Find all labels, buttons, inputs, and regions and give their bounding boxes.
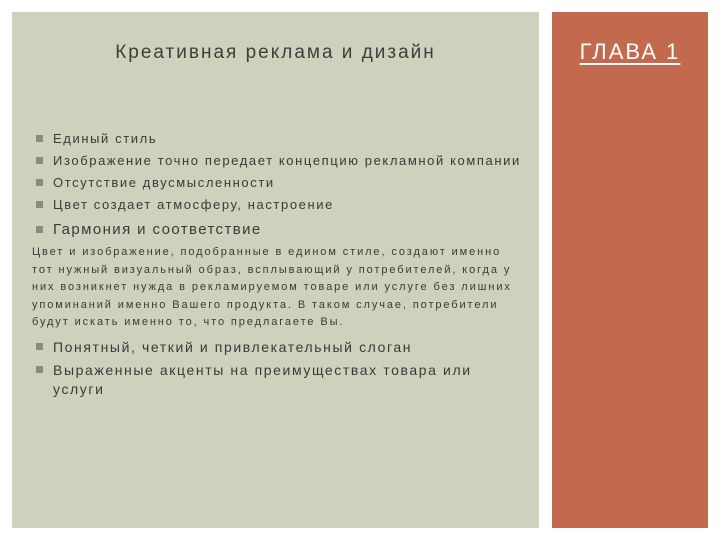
bullet-text: Изображение точно передает концепцию рекламной компании (53, 153, 521, 168)
bullet-text: Цвет создает атмосферу, настроение (53, 197, 334, 212)
bullet-item (36, 361, 526, 399)
bullet-square-icon (36, 343, 43, 350)
chapter-label: ГЛАВА 1 (579, 39, 681, 64)
bullet-square-icon (36, 201, 43, 208)
bullet-text: Понятный, четкий и привлекательный слоган (53, 338, 413, 355)
bullet-square-icon (36, 135, 43, 142)
body-paragraph: Цвет и изображение, подобранные в едином стиле, создают именно тот нужный визуальный образ, всплывающий у потребителей, когда у них возникнет нужда в рекламируемом товаре или услуге без лишних упоминаний именно Вашего продукта. В таком случае, потребители будут искать именно то, что предлагаете Вы. (32, 246, 512, 329)
bullet-item (36, 196, 526, 214)
bullet-square-icon (36, 157, 43, 164)
bullet-text: Выраженные акценты на преимуществах товара или услуги (53, 361, 472, 397)
bullet-item (36, 152, 526, 170)
bullet-square-icon (36, 179, 43, 186)
slide-title: Креативная реклама и дизайн (115, 42, 436, 63)
bullet-item (36, 338, 526, 357)
bullet-text: Отсутствие двусмысленности (53, 175, 275, 190)
bullet-heading-text: Гармония и соответствие (53, 221, 262, 238)
bullet-item (36, 174, 526, 192)
bullet-item-heading (36, 220, 526, 240)
bullet-item (36, 130, 526, 148)
content-panel (12, 12, 539, 528)
bullet-list-secondary (36, 338, 526, 399)
bullet-list-primary (36, 130, 526, 214)
chapter-panel (552, 12, 708, 528)
bullet-square-icon (36, 366, 43, 373)
bullet-text: Единый стиль (53, 131, 158, 146)
slide-content (32, 130, 526, 403)
bullet-square-icon (36, 226, 43, 233)
bullet-list-heading (36, 220, 526, 240)
